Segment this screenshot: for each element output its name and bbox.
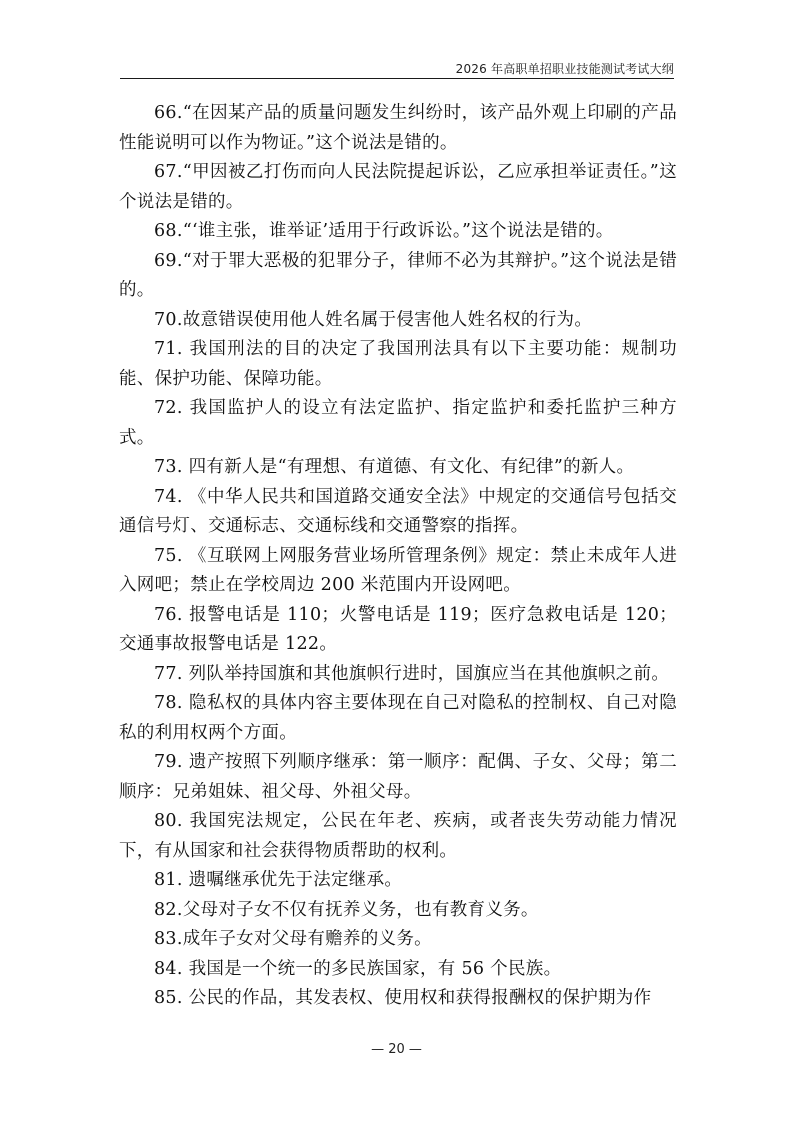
item-71: 71. 我国刑法的目的决定了我国刑法具有以下主要功能：规制功能、保护功能、保障功能。: [119, 339, 677, 389]
item-76: 76. 报警电话是 110；火警电话是 119；医疗急救电话是 120；交通事故报警电话是 122。: [119, 604, 677, 654]
item-84: 84. 我国是一个统一的多民族国家，有 56 个民族。: [154, 958, 562, 979]
page-header: [120, 58, 674, 79]
item-85: 85. 公民的作品，其发表权、使用权和获得报酬权的保护期为作: [154, 988, 652, 1008]
item-70: 70.故意错误使用他人姓名属于侵害他人姓名权的行为。: [154, 309, 593, 330]
item-67: 67.“甲因被乙打伤而向人民法院提起诉讼，乙应承担举证责任。”这个说法是错的。: [119, 162, 677, 212]
item-74: 74. 《中华人民共和国道路交通安全法》中规定的交通信号包括交通信号灯、交通标志、交通标线和交通警察的指挥。: [119, 486, 677, 536]
item-66: 66.“在因某产品的质量问题发生纠纷时，该产品外观上印刷的产品性能说明可以作为物证。”这个说法是错的。: [119, 103, 677, 153]
item-77: 77. 列队举持国旗和其他旗帜行进时，国旗应当在其他旗帜之前。: [154, 663, 670, 684]
item-69: 69.“对于罪大恶极的犯罪分子，律师不必为其辩护。”这个说法是错的。: [119, 250, 677, 300]
item-80: 80. 我国宪法规定，公民在年老、疾病，或者丧失劳动能力情况下，有从国家和社会获得物质帮助的权利。: [119, 811, 677, 861]
item-79: 79. 遗产按照下列顺序继承：第一顺序：配偶、子女、父母；第二顺序：兄弟姐妹、祖父母、外祖父母。: [119, 752, 677, 802]
item-75: 75. 《互联网上网服务营业场所管理条例》规定：禁止未成年人进入网吧；禁止在学校周边 200 米范围内开设网吧。: [119, 545, 677, 595]
item-73: 73. 四有新人是“有理想、有道德、有文化、有纪律”的新人。: [154, 457, 635, 477]
header-title: 2026 年高职单招职业技能测试考试大纲: [455, 62, 674, 76]
item-72: 72. 我国监护人的设立有法定监护、指定监护和委托监护三种方式。: [119, 398, 677, 448]
item-82: 82.父母对子女不仅有抚养义务，也有教育义务。: [154, 899, 539, 920]
document-body: [119, 99, 677, 1014]
item-83: 83.成年子女对父母有赡养的义务。: [154, 929, 432, 949]
item-68: 68.“‘谁主张，谁举证’适用于行政诉讼。”这个说法是错的。: [154, 221, 614, 241]
page-number: — 20 —: [371, 1042, 422, 1057]
item-81: 81. 遗嘱继承优先于法定继承。: [154, 870, 403, 890]
item-78: 78. 隐私权的具体内容主要体现在自己对隐私的控制权、自己对隐私的利用权两个方面。: [119, 693, 677, 743]
